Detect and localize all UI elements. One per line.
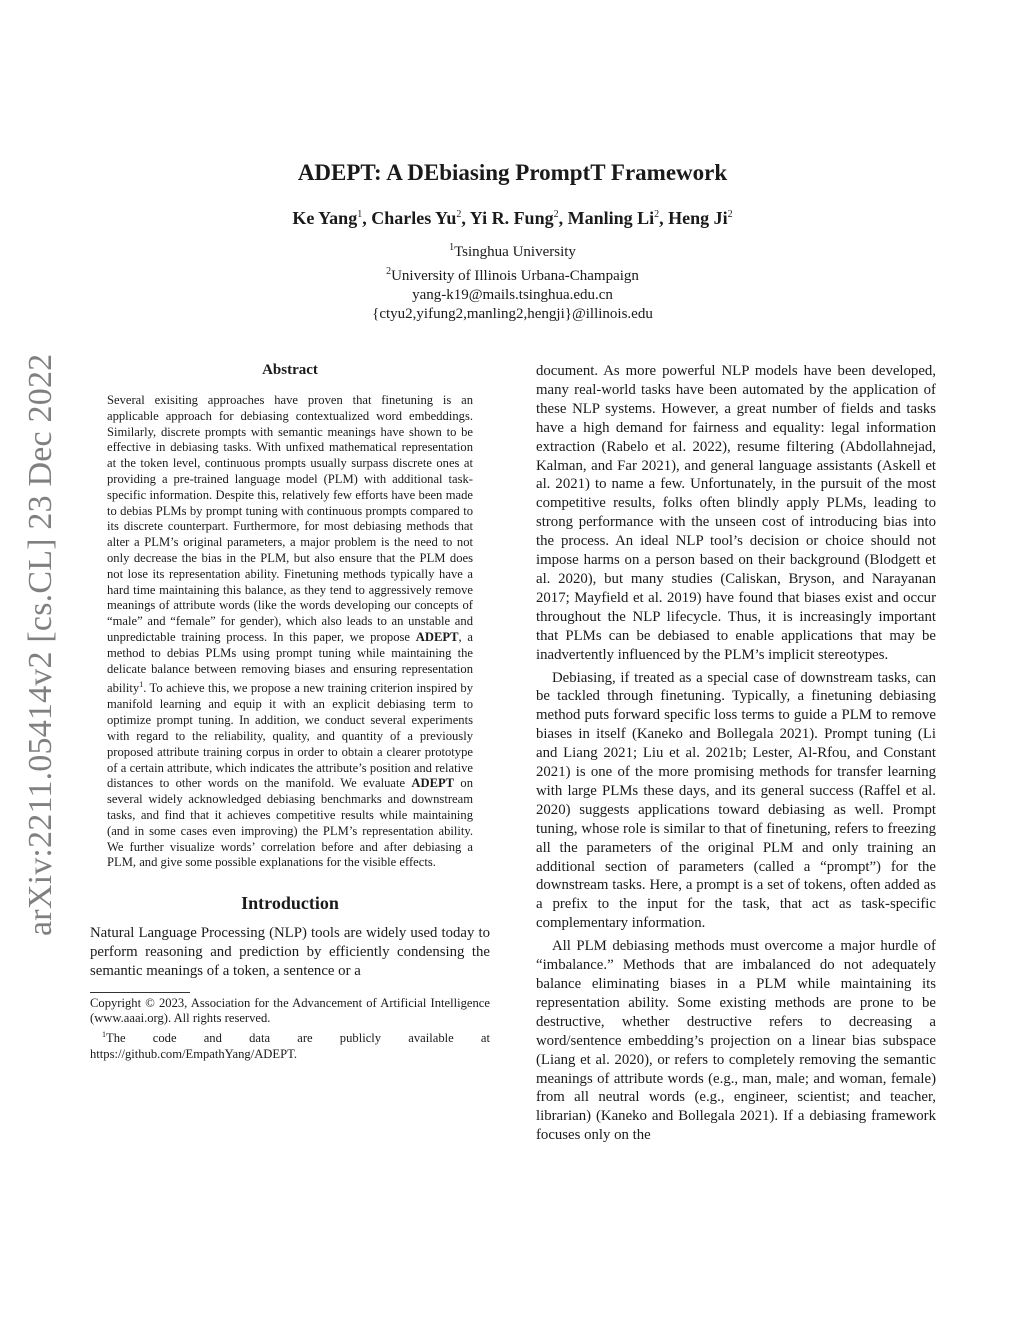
body-paragraph: All PLM debiasing methods must overcome a major hurdle of “imbalance.” Methods that are imbalanced do not adequately balance eliminating biases in a PLM while maintaining its representation ability. Some existing methods are prone to be destructive, whether destructive refers to decreasing a word/sentence embedding’s projection on a linear bias subspace (Liang et al. 2020), or refers to completely removing the semantic meanings of attribute words (e.g., man, male; and woman, female) from all neutral words (e.g., engineer, scientist; and teacher, librarian) (Kaneko and Bollegala 2021). If a debiasing framework focuses only on the — [536, 938, 936, 1144]
introduction-paragraph: Natural Language Processing (NLP) tools are widely used today to perform reasoning and prediction by efficiently condensing the semantic meanings of a token, a sentence or a — [90, 925, 490, 979]
affiliations — [90, 238, 935, 324]
author: Charles Yu — [371, 208, 457, 228]
author-affiliation-mark: 2 — [654, 209, 660, 220]
author: Yi R. Fung — [469, 208, 554, 228]
copyright-footnote: Copyright © 2023, Association for the Advancement of Artificial Intelligence (www.aaai.org). All rights reserved. — [90, 995, 490, 1026]
author-affiliation-mark: 2 — [456, 209, 462, 220]
footnote-mark: 1 — [139, 680, 144, 690]
email-line: yang-k19@mails.tsinghua.edu.cn — [412, 287, 613, 303]
method-name: ADEPT — [415, 629, 459, 644]
abstract-heading: Abstract — [262, 362, 318, 378]
method-name: ADEPT — [411, 776, 455, 791]
author-affiliation-mark: 2 — [727, 209, 733, 220]
abstract-text: Several exisiting approaches have proven that finetuning is an applicable approach for debiasing contextualized word embeddings. Similarly, discrete prompts with semantic meanings have shown to be effective in debiasing tasks. With unfixed mathematical representation at the token level, continuous prompts usually surpass discrete ones at providing a pre-trained language model (PLM) with additional task-specific information. Despite this, relatively few efforts have been made to debias PLMs by prompt tuning with continuous prompts compared to its discrete counterpart. Furthermore, for most debiasing methods that alter a PLM’s original parameters, a major problem is the need to not only decrease the bias in the PLM, but also ensure that the PLM does not lose its representation ability. Finetuning methods typically have a hard time maintaining this balance, as they tend to aggressively remove meanings of attribute words (like the words developing our concepts of “male” and “female” for gender), which also leads to an unstable and unpredictable training process. In this paper, we propose ADEPT, a method to debias PLMs using prompt tuning while maintaining the delicate balance between removing biases and ensuring representation ability$^1$. To achieve this, we propose a new training criterion inspired by manifold learning and equip it with an explicit debiasing term to optimize prompt tuning. In addition, we conduct several experiments with regard to the reliability, quality, and quantity of a previously proposed attribute training corpus in order to obtain a clearer prototype of a certain attribute, which indicates the attribute’s position and relative distances to other words on the manifold. We evaluate ADEPT on several widely acknowledged debiasing benchmarks and downstream tasks, and find that it achieves competitive results while maintaining (and in some cases even improving) the PLM’s representation ability. We further visualize words’ correlation before and after debiasing a PLM, and give some possible explanations for the visible effects. — [107, 393, 473, 870]
right-column — [536, 362, 936, 1145]
author-affiliation-mark: 2 — [553, 209, 559, 220]
code-footnote: $^1$The code and data are publicly available at https://github.com/EmpathYang/ADEPT. — [90, 1030, 490, 1061]
introduction-heading: Introduction — [241, 893, 339, 914]
footnote-divider — [90, 992, 190, 993]
author-affiliation-mark: 1 — [357, 209, 363, 220]
email-line: {ctyu2,yifung2,manling2,hengji}@illinois.edu — [372, 306, 653, 322]
affiliation-line: $^1$Tsinghua University — [449, 242, 576, 260]
body-paragraph: Debiasing, if treated as a special case of downstream tasks, can be tackled through finetuning. Typically, a finetuning debiasing method puts forward specific loss terms to guide a PLM to remove biases in itself (Kaneko and Bollegala 2021). Prompt tuning (Li and Liang 2021; Liu et al. 2021b; Lester, Al-Rfou, and Constant 2021) is one of the more promising methods for transfer learning with large PLMs these days, and its general success (Raffel et al. 2020) suggests applications toward debiasing as well. Prompt tuning, whose role is similar to that of finetuning, refers to freezing all the parameters of the original PLM and only training an additional section of parameters (called a “prompt”) for the downstream tasks. Here, a prompt is a set of tokens, often added as a prefix to the input for the task, that act as task-specific complementary information. — [536, 669, 936, 932]
arxiv-identifier: arXiv:2211.05414v2 [cs.CL] 23 Dec 2022 — [22, 353, 59, 937]
author: Manling Li — [567, 208, 655, 228]
body-paragraph: document. As more powerful NLP models have been developed, many real-world tasks have been automated by the application of these NLP systems. However, a great number of fields and tasks have a high demand for fairness and equality: legal information extraction (Rabelo et al. 2022), resume filtering (Abdollahnejad, Kalman, and Far 2021), and general language assistants (Askell et al. 2021) to name a few. Unfortunately, in the pursuit of the most competitive results, folks often blindly apply PLMs, leading to strong performance with the unseen cost of introducing bias into the process. An ideal NLP tool’s decision or choice should not impose harms on a person based on their background (Blodgett et al. 2020), but many studies (Caliskan, Bryson, and Narayanan 2017; Mayfield et al. 2019) have found that biases exist and occur throughout the NLP lifecycle. Thus, it is increasingly important that PLMs can be debiased to enable applications that may be inadvertently influenced by the PLM’s implicit stereotypes. — [536, 363, 936, 663]
paper-title: ADEPT: A DEbiasing PromptT Framework — [297, 160, 728, 185]
author-list: Ke Yang$^1$, Charles Yu$^2$, Yi R. Fung$^2$, Manling Li$^2$, Heng Ji$^2$ — [292, 208, 733, 228]
affiliation-line: $^2$University of Illinois Urbana-Champaign — [386, 266, 639, 284]
author: Heng Ji — [668, 208, 728, 228]
left-column — [90, 362, 490, 1062]
author: Ke Yang — [292, 208, 358, 228]
